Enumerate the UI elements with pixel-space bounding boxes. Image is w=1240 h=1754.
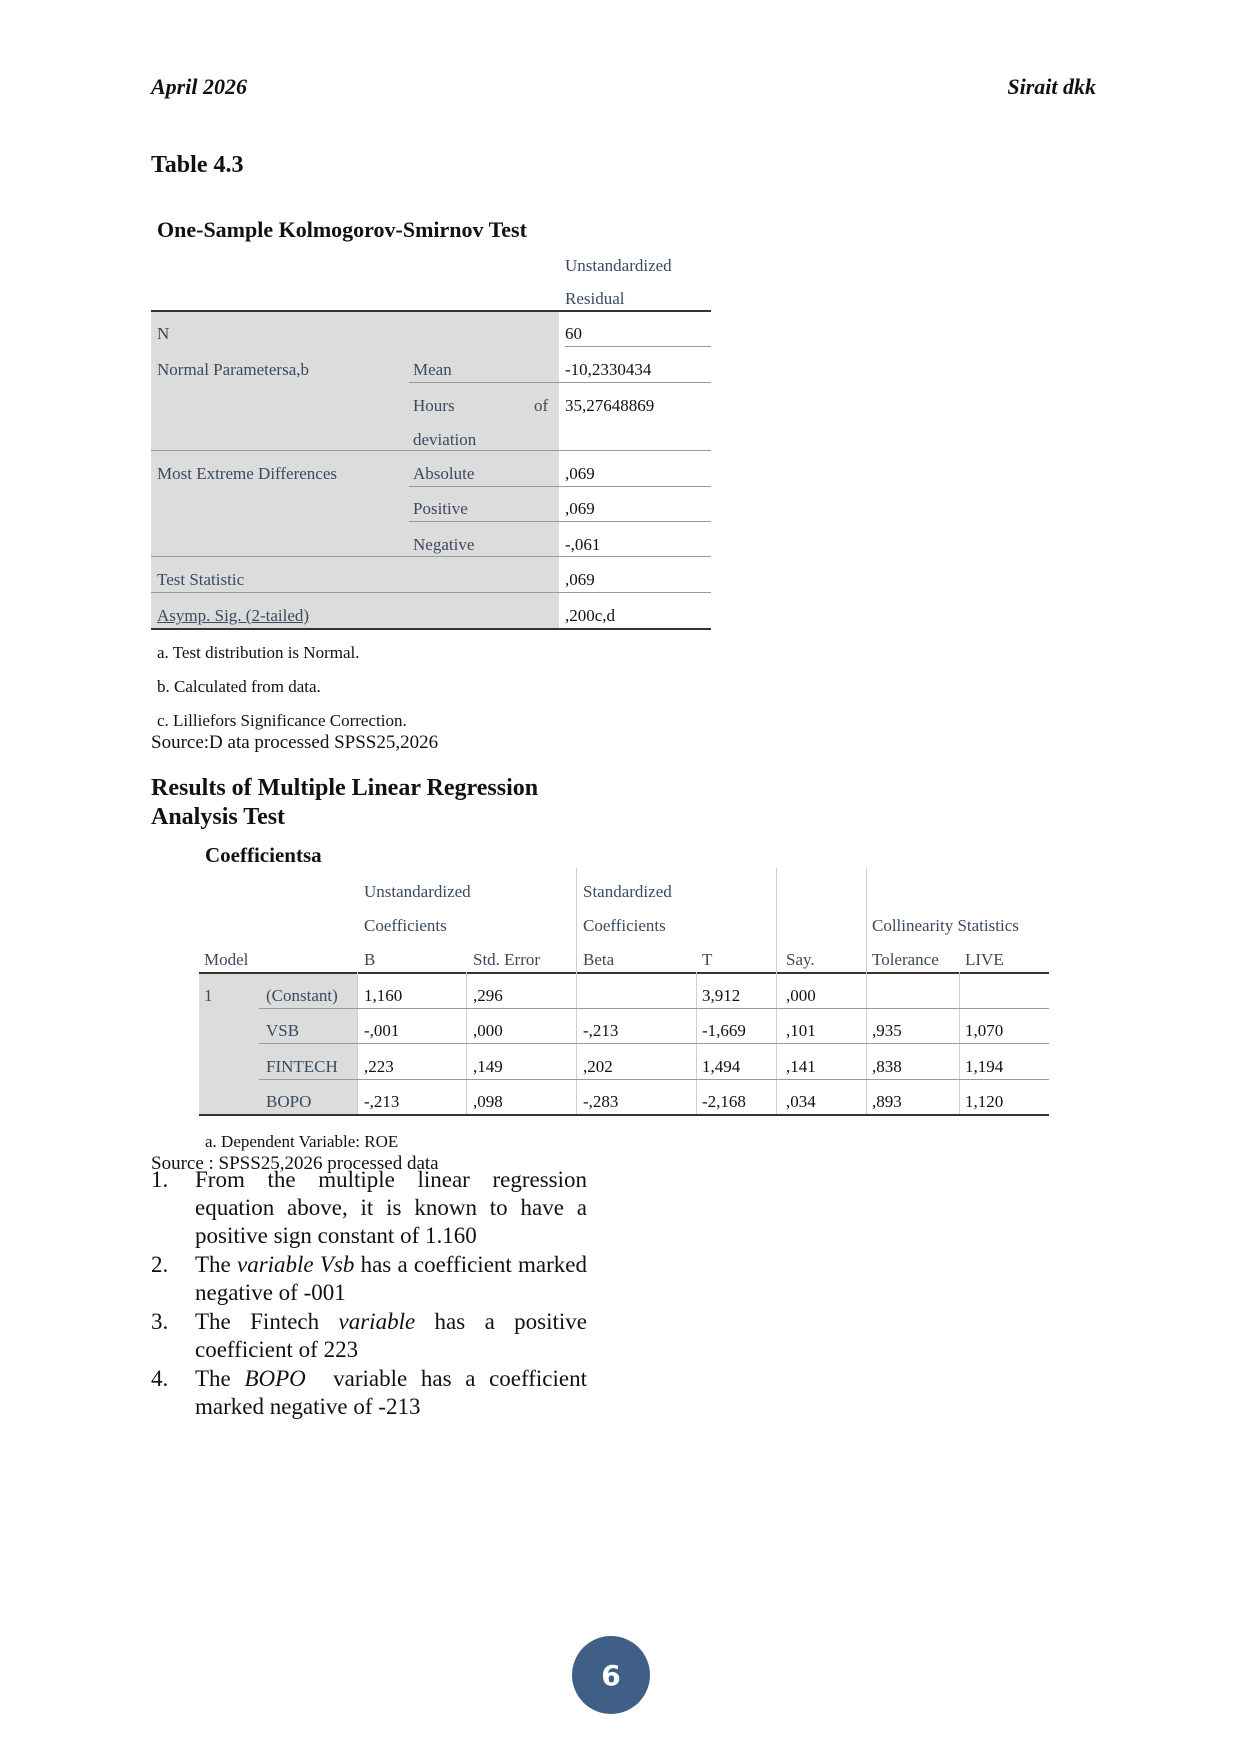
regression-note: a. Dependent Variable: ROE [205,1132,399,1151]
list-item-text-post: has a coefficient marked negative of -001 [195,1252,587,1305]
row-vsb-beta: -,213 [583,1021,619,1040]
ks-note-b: b. Calculated from data. [157,677,321,696]
row-vsb-se: ,000 [473,1021,503,1040]
header-std-1: Standardized [583,882,672,901]
row-vsb-sig: ,101 [786,1021,816,1040]
row-bopo-sig: ,034 [786,1092,816,1111]
row-constant-b: 1,160 [364,986,403,1005]
header-vif: LIVE [965,950,1004,969]
table-caption: Table 4.3 [151,152,244,178]
ks-n-label: N [157,324,170,343]
header-std-2: Coefficients [583,916,666,935]
ks-col-header-1: Unstandardized [565,256,672,275]
row-fintech-b: ,223 [364,1057,394,1076]
list-item-text-em: BOPO [244,1366,306,1391]
ks-normal-label: Normal Parametersa,b [157,360,309,379]
list-item-number: 2. [151,1252,169,1277]
header-unstd-2: Coefficients [364,916,447,935]
ks-note-c: c. Lilliefors Significance Correction. [157,711,407,730]
ks-n-value: 60 [565,324,582,343]
header-sig: Say. [786,950,815,969]
ks-absolute-value: ,069 [565,464,595,483]
row-bopo-beta: -,283 [583,1092,619,1111]
list-item-text-post: has a positive coefficient of 223 [195,1309,588,1362]
page-number-badge: 6 [572,1636,650,1714]
list-item [151,1308,587,1364]
list-item-text-em: variable [338,1309,416,1334]
coefficients-title: Coefficientsa [205,843,322,867]
header-unstd-1: Unstandardized [364,882,471,901]
ks-test-stat-value: ,069 [565,570,595,589]
running-header-authors: Sirait dkk [1007,74,1096,99]
row-constant-sig: ,000 [786,986,816,1005]
ks-negative-value: -,061 [565,535,601,554]
coefficients-table [199,868,1049,1116]
row-fintech-sig: ,141 [786,1057,816,1076]
list-item-number: 4. [151,1366,169,1391]
list-item-text-pre: The [195,1366,245,1391]
list-item [151,1166,587,1250]
ks-test-table [151,250,711,630]
list-item-text-em: variable Vsb [236,1252,355,1277]
row-bopo-t: -2,168 [702,1092,746,1111]
row-vsb-t: -1,669 [702,1021,746,1040]
ks-absolute-label: Absolute [413,464,475,483]
ks-col-header-2: Residual [565,289,625,308]
row-bopo-se: ,098 [473,1092,503,1111]
ks-mean-label: Mean [413,360,452,379]
ks-mean-value: -10,2330434 [565,360,652,379]
ks-positive-value: ,069 [565,499,595,518]
header-b: B [364,950,376,969]
running-header-date: April 2026 [151,74,247,99]
ks-test-title: One-Sample Kolmogorov-Smirnov Test [157,217,527,242]
header-t: T [702,950,713,969]
row-constant-se: ,296 [473,986,503,1005]
header-collinearity: Collinearity Statistics [872,916,1019,935]
row-bopo-tol: ,893 [872,1092,902,1111]
row-constant-name: (Constant) [266,986,338,1005]
list-item-text-post: variable has a coefficient marked negative of -213 [195,1366,593,1419]
ks-asymp-value: ,200c,d [565,606,616,625]
list-item-number: 3. [151,1309,169,1334]
ks-sd-label-of: of [534,396,549,415]
row-fintech-t: 1,494 [702,1057,741,1076]
row-vsb-vif: 1,070 [965,1021,1004,1040]
ks-test-stat-label: Test Statistic [157,570,245,589]
model-number: 1 [204,986,213,1005]
row-vsb-b: -,001 [364,1021,400,1040]
row-bopo-name: BOPO [266,1092,312,1111]
list-item-text: From the multiple linear regression equation above, it is known to have a positive sign constant of 1.160 [195,1167,587,1248]
row-fintech-vif: 1,194 [965,1057,1004,1076]
row-vsb-tol: ,935 [872,1021,902,1040]
ks-sd-value: 35,27648869 [565,396,655,415]
row-fintech-name: FINTECH [266,1057,338,1076]
header-model: Model [204,950,249,969]
regression-source: Source : SPSS25,2026 processed data [151,1153,439,1174]
row-fintech-beta: ,202 [583,1057,613,1076]
row-fintech-tol: ,838 [872,1057,902,1076]
list-item [151,1251,587,1307]
ks-negative-label: Negative [413,535,475,554]
ks-positive-label: Positive [413,499,468,518]
header-std-error: Std. Error [473,950,541,969]
ks-sd-label-2: deviation [413,430,477,449]
list-item-text-pre: The Fintech [195,1309,339,1334]
row-constant-t: 3,912 [702,986,741,1005]
header-tolerance: Tolerance [872,950,939,969]
row-bopo-vif: 1,120 [965,1092,1004,1111]
list-item-text-pre: The [195,1252,237,1277]
ks-asymp-label: Asymp. Sig. (2-tailed) [157,606,310,625]
ks-sd-label: Hours [413,396,455,415]
findings-list [151,1166,593,1422]
list-item-number: 1. [151,1167,169,1192]
ks-note-a: a. Test distribution is Normal. [157,643,360,662]
row-bopo-b: -,213 [364,1092,400,1111]
header-beta: Beta [583,950,615,969]
row-fintech-se: ,149 [473,1057,503,1076]
ks-extreme-label: Most Extreme Differences [157,464,338,483]
ks-source: Source:D ata processed SPSS25,2026 [151,732,439,753]
row-vsb-name: VSB [266,1021,300,1040]
list-item [151,1365,593,1421]
section-title: Results of Multiple Linear Regression Analysis Test [151,775,539,830]
